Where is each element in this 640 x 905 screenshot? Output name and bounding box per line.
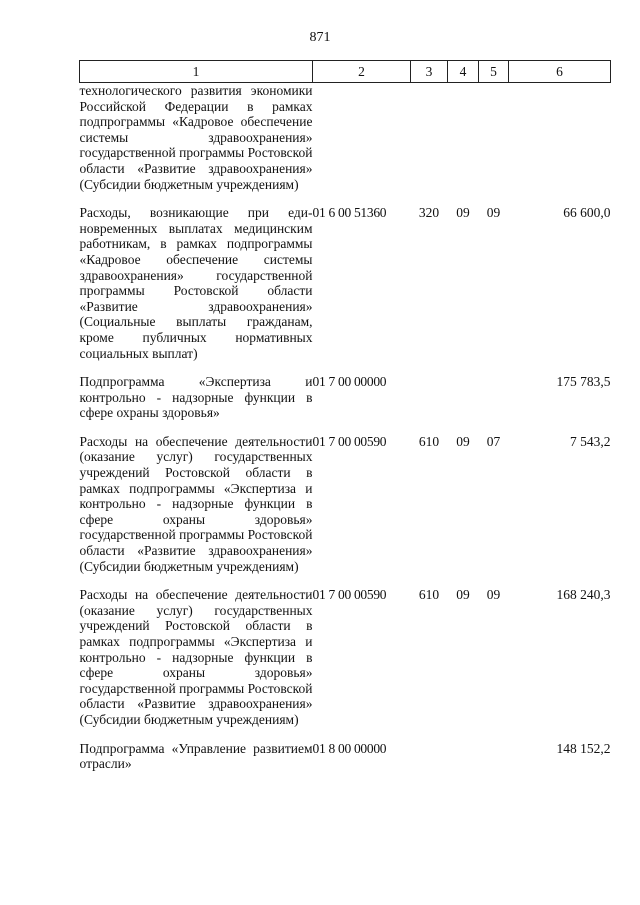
row-amount: 148 152,2 [556, 740, 611, 756]
column-header-6: 6 [509, 61, 611, 83]
row-col5 [479, 374, 509, 434]
row-code: 01 8 00 00000 [312, 740, 387, 756]
row-amount: 66 600,0 [563, 205, 611, 221]
table-row [80, 205, 611, 374]
column-header-1: 1 [80, 61, 313, 83]
row-col5: 09 [486, 205, 501, 221]
table-row [80, 374, 611, 434]
row-col3: 320 [418, 205, 440, 221]
budget-table [79, 60, 611, 772]
row-code [313, 83, 411, 206]
row-amount [509, 83, 611, 206]
table-row [80, 434, 611, 587]
row-amount: 168 240,3 [556, 587, 611, 603]
row-col5: 07 [486, 433, 501, 449]
table-header-row [80, 61, 611, 83]
row-col4: 09 [456, 433, 470, 449]
column-header-3: 3 [411, 61, 448, 83]
row-col4 [448, 741, 479, 772]
column-header-2: 2 [313, 61, 411, 83]
column-header-5: 5 [479, 61, 509, 83]
row-code: 01 7 00 00000 [312, 374, 387, 390]
table-row [80, 741, 611, 772]
row-description: Подпрограмма «Экспертиза и контрольно - надзорные функции в сфере охраны здоровья» [79, 374, 313, 421]
row-col5 [479, 741, 509, 772]
row-description: Расходы на обеспечение деятельности (оказание услуг) государственных учреждений Ростовской области в рамках подпрограммы «Экспертиза и контрольно - надзорные функции в сфере охраны здоровья» государственной программы Ростовской области «Развитие здравоохранения» (Субсидии бюджетным учреждениям) [79, 433, 313, 574]
row-amount: 175 783,5 [556, 374, 611, 390]
row-col4: 09 [456, 205, 470, 221]
row-col5 [479, 83, 509, 206]
row-col3 [411, 741, 448, 772]
row-col4 [448, 374, 479, 434]
row-description: Расходы на обеспечение деятельности (оказание услуг) государственных учреждений Ростовской области в рамках подпрограммы «Экспертиза и контрольно - надзорные функции в сфере охраны здоровья» государственной программы Ростовской области «Развитие здравоохранения» (Субсидии бюджетным учреждениям) [79, 587, 313, 727]
row-col5: 09 [486, 587, 501, 603]
row-col3: 610 [418, 587, 440, 603]
row-description: Расходы, возникающие при единовременных выплатах медицинским работникам, в рамках подпрограммы «Кадровое обеспечение системы здравоохранения» государственной программы Ростовской области «Развитие здравоохранения» (Социальные выплаты гражданам, кроме публичных нормативных социальных выплат) [79, 205, 313, 361]
row-amount: 7 543,2 [570, 433, 611, 449]
row-col3: 610 [418, 433, 440, 449]
row-col4: 09 [456, 587, 470, 603]
row-code: 01 7 00 00590 [312, 433, 387, 449]
table-row [80, 587, 611, 740]
row-col3 [411, 374, 448, 434]
row-col3 [411, 83, 448, 206]
row-code: 01 7 00 00590 [312, 587, 387, 603]
page-number: 871 [309, 30, 331, 45]
table-row [80, 83, 611, 206]
row-description: Подпрограмма «Управление развитием отрасли» [79, 740, 313, 772]
column-header-4: 4 [448, 61, 479, 83]
row-description: технологического развития экономики Российской Федерации в рамках подпрограммы «Кадровое обеспечение системы здравоохранения» государственной программы Ростовской области «Развитие здравоохранения» (Субсидии бюджетным учреждениям) [79, 83, 313, 192]
row-col4 [448, 83, 479, 206]
row-code: 01 6 00 51360 [312, 205, 387, 221]
